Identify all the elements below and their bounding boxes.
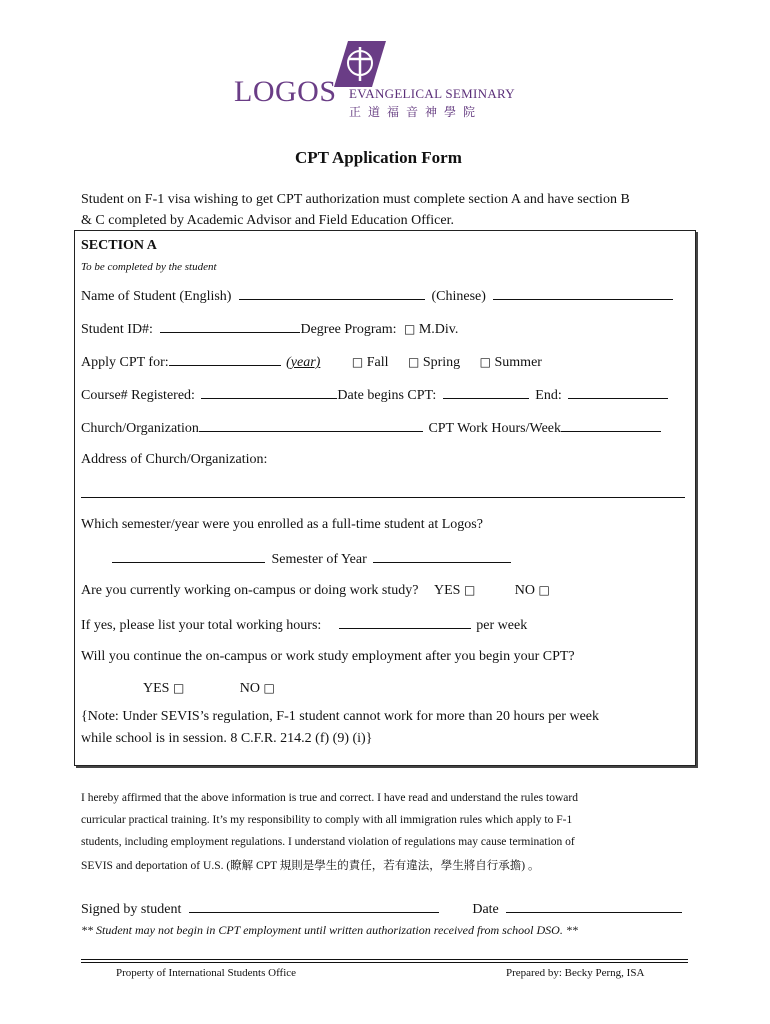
continue-no-checkbox[interactable]: □ (263, 681, 275, 695)
end-date-field[interactable] (568, 386, 668, 399)
continue-yes-checkbox[interactable]: □ (172, 681, 185, 695)
working-row (81, 583, 550, 599)
mdiv-checkbox[interactable]: □ (403, 322, 416, 336)
sevis-note-line-2: while school is in session. 8 C.F.R. 214.2 (f) (9) (i)} (81, 731, 373, 746)
church-label: Church/Organization (81, 421, 199, 436)
intro-line-1: Student on F-1 visa wishing to get CPT authorization must complete section A and have section B (81, 192, 630, 207)
mdiv-label: M.Div. (418, 322, 459, 337)
footer-left: Property of International Students Office (116, 967, 297, 979)
church-field[interactable] (199, 419, 423, 432)
summer-label: Summer (494, 355, 542, 370)
course-registered-label: Course# Registered: (81, 388, 195, 403)
continue-options-row (143, 681, 275, 697)
page-title: CPT Application Form (295, 148, 462, 167)
working-no-checkbox[interactable]: □ (538, 583, 550, 597)
signature-field[interactable] (189, 900, 439, 913)
fall-checkbox[interactable]: □ (351, 355, 364, 369)
degree-program-label: Degree Program: (300, 322, 397, 337)
hours-field[interactable] (339, 616, 471, 629)
sevis-note-line-1: {Note: Under SEVIS’s regulation, F-1 student cannot work for more than 20 hours per week (81, 709, 599, 724)
address-field[interactable] (81, 497, 685, 498)
student-id-row (81, 320, 458, 338)
address-label: Address of Church/Organization: (81, 452, 268, 467)
working-yes-checkbox[interactable]: □ (463, 583, 476, 597)
fall-label: Fall (366, 355, 389, 370)
student-id-field[interactable] (160, 320, 300, 333)
affirmation-line-1: I hereby affirmed that the above information is true and correct. I have read and understand the rules toward (81, 792, 578, 804)
course-registered-field[interactable] (201, 386, 337, 399)
continue-question: Will you continue the on-campus or work study employment after you begin your CPT? (81, 649, 575, 664)
footer-right: Prepared by: Becky Perng, ISA (506, 967, 645, 979)
year-label: (year) (286, 355, 321, 370)
end-label: End: (535, 388, 562, 403)
chinese-name-label: (Chinese) (431, 289, 486, 304)
student-id-label: Student ID#: (81, 322, 153, 337)
year-field[interactable] (373, 550, 511, 563)
per-week-label: per week (476, 618, 528, 633)
working-question: Are you currently working on-campus or doing work study? (81, 583, 419, 598)
affirmation-line-3: students, including employment regulations. I understand violation of regulations may cause termination of (81, 836, 575, 848)
footer-divider-2 (81, 962, 688, 963)
student-name-row (81, 287, 673, 305)
apply-year-field[interactable] (169, 353, 281, 366)
signature-date-field[interactable] (506, 900, 682, 913)
logo-chinese-name: 正道福音神學院 (349, 105, 483, 119)
hours-row (81, 616, 527, 634)
intro-line-2: & C completed by Academic Advisor and Field Education Officer. (81, 213, 454, 228)
working-yes-label: YES (433, 583, 461, 598)
logo-subtitle: EVANGELICAL SEMINARY (349, 86, 515, 101)
working-no-label: NO (514, 583, 536, 598)
footer-divider (81, 959, 688, 960)
course-row (81, 386, 668, 404)
section-a-heading: SECTION A (81, 238, 157, 253)
semester-of-year-label: Semester of Year (271, 552, 367, 567)
affirmation-line-2: curricular practical training. It’s my responsibility to comply with all immigration rules which apply to F-1 (81, 814, 573, 826)
signed-by-label: Signed by student (81, 902, 182, 917)
logo-name: LOGOS (234, 75, 337, 108)
affirmation-line-4: SEVIS and deportation of U.S. (瞭解 CPT 規則是學生的責任，若有違法，學生將自行承擔) 。 (81, 860, 540, 872)
semester-field[interactable] (112, 550, 265, 563)
continue-no-label: NO (239, 681, 261, 696)
chinese-name-field[interactable] (493, 287, 673, 300)
work-hours-field[interactable] (561, 419, 661, 432)
work-hours-label: CPT Work Hours/Week (428, 421, 561, 436)
semester-row (112, 550, 511, 568)
summer-checkbox[interactable]: □ (479, 355, 491, 369)
semester-question: Which semester/year were you enrolled as a full-time student at Logos? (81, 517, 483, 532)
apply-cpt-label: Apply CPT for: (81, 355, 169, 370)
apply-cpt-row (81, 353, 542, 371)
hours-label: If yes, please list your total working hours: (81, 618, 322, 633)
spring-label: Spring (422, 355, 461, 370)
signature-row (81, 900, 682, 918)
spring-checkbox[interactable]: □ (407, 355, 420, 369)
cross-circle-emblem-icon (334, 41, 386, 87)
church-row (81, 419, 661, 437)
date-begins-label: Date begins CPT: (337, 388, 437, 403)
section-a-subheading: To be completed by the student (81, 261, 217, 273)
english-name-field[interactable] (239, 287, 425, 300)
date-label: Date (472, 902, 499, 917)
authorization-warning: ** Student may not begin in CPT employment until written authorization received from school DSO. ** (81, 923, 578, 937)
student-name-label: Name of Student (English) (81, 289, 232, 304)
date-begins-field[interactable] (443, 386, 529, 399)
continue-yes-label: YES (143, 681, 170, 696)
